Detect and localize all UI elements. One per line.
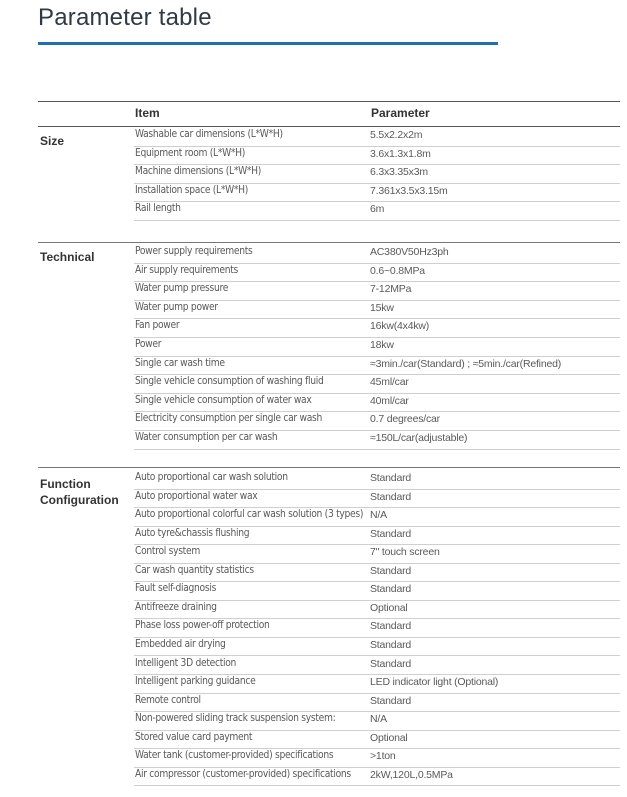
row-item: Water tank (customer-provided) specifications [135,750,334,762]
table-row [134,412,620,431]
row-parameter: Standard [370,694,412,707]
row-item: Fan power [135,320,180,332]
row-parameter: Standard [370,638,412,651]
row-item: Washable car dimensions (L*W*H) [135,129,283,140]
page-title: Parameter table [38,4,212,31]
table-row [134,147,620,166]
row-parameter: N/A [370,713,387,726]
row-item: Machine dimensions (L*W*H) [135,166,262,178]
row-item: Car wash quantity statistics [135,564,254,576]
table-row [134,601,620,620]
row-parameter: 3.6x1.3x1.8m [370,147,431,160]
table-top-rule [38,101,620,102]
table-row [134,545,620,564]
table-row [134,375,620,394]
row-parameter: 7.361x3.5x3.15m [370,184,448,197]
row-parameter: ≈3min./car(Standard) ; ≈5min./car(Refined) [370,357,562,370]
row-parameter: >1ton [370,750,396,763]
row-item: Auto proportional water wax [135,490,258,502]
row-item: Auto proportional car wash solution [135,472,288,483]
row-item: Phase loss power-off protection [135,620,270,632]
row-rule [134,785,620,786]
table-row [134,471,620,490]
table-row [134,128,620,147]
row-parameter: 6.3x3.35x3m [370,166,428,179]
table-row [134,749,620,768]
table-row [134,619,620,638]
row-item: Control system [135,546,200,558]
table-row [134,527,620,546]
row-parameter: ≈150L/car(adjustable) [370,432,468,444]
row-item: Single vehicle consumption of water wax [135,394,312,406]
row-rule [134,220,620,221]
row-parameter: 16kw(4x4kw) [370,320,430,333]
table-row [134,657,620,676]
table-row [134,394,620,413]
section-label: Size [40,134,65,148]
header-item: Item [135,106,160,120]
row-parameter: N/A [370,509,387,522]
row-parameter: Standard [370,564,412,577]
title-underline [38,42,498,45]
row-parameter: LED indicator light (Optional) [370,676,499,689]
table-row [134,319,620,338]
table-row [134,490,620,509]
row-parameter: Standard [370,472,412,484]
row-parameter: 0.7 degrees/car [370,413,440,426]
row-parameter: Optional [370,601,408,614]
row-parameter: Optional [370,731,408,744]
row-item: Electricity consumption per single car wash [135,413,323,425]
row-parameter: 0.6~0.8MPa [370,264,425,277]
table-row [134,768,620,787]
row-parameter: Standard [370,527,412,540]
row-item: Embedded air drying [135,638,226,650]
row-item: Intelligent 3D detection [135,657,237,669]
table-row [134,282,620,301]
row-parameter: 2kW,120L,0.5MPa [370,768,453,781]
row-parameter: Standard [370,490,412,503]
table-row [134,694,620,713]
row-item: Intelligent parking guidance [135,676,256,688]
row-item: Power [135,339,162,350]
table-row [134,582,620,601]
table-row [134,202,620,221]
row-parameter: 7-12MPa [370,283,412,296]
table-row [134,338,620,357]
table-row [134,301,620,320]
row-item: Stored value card payment [135,731,253,743]
table-row [134,564,620,583]
row-parameter: Standard [370,657,412,670]
table-row [134,638,620,657]
row-rule [134,449,620,450]
row-item: Water consumption per car wash [135,432,278,443]
row-item: Auto tyre&chassis flushing [135,527,250,539]
row-item: Auto proportional colorful car wash solution (3 types) [135,509,364,521]
row-item: Air compressor (customer-provided) specifications [135,768,351,780]
row-item: Fault self-diagnosis [135,583,217,595]
row-item: Remote control [135,694,201,706]
row-parameter: Standard [370,583,412,596]
row-parameter: 40ml/car [370,394,409,407]
table-row [134,731,620,750]
section-label: Function Configuration [40,477,119,507]
row-parameter: 18kw [370,339,394,351]
row-item: Installation space (L*W*H) [135,184,249,196]
table-row [134,675,620,694]
row-parameter: 7" touch screen [370,546,440,559]
row-item: Single car wash time [135,357,225,369]
row-parameter: Standard [370,620,412,633]
row-parameter: 15kw [370,301,394,314]
row-item: Equipment room (L*W*H) [135,147,246,159]
section-divider [38,242,620,243]
table-row [134,165,620,184]
row-parameter: AC380V50Hz3ph [370,246,449,258]
table-row [134,357,620,376]
table-row [134,508,620,527]
table-row [134,245,620,264]
row-item: Antifreeze draining [135,601,217,613]
section-label: Technical [40,250,95,264]
row-parameter: 45ml/car [370,376,409,389]
table-row [134,712,620,731]
header-rule [38,126,620,127]
table-row [134,264,620,283]
header-parameter: Parameter [371,106,430,120]
row-parameter: 6m [370,203,385,216]
row-parameter: 5.5x2.2x2m [370,129,423,141]
row-item: Power supply requirements [135,246,253,257]
row-item: Water pump power [135,301,218,313]
row-item: Non-powered sliding track suspension system: [135,713,336,725]
table-row [134,431,620,450]
section-divider [38,467,620,468]
row-item: Single vehicle consumption of washing fluid [135,376,324,388]
row-item: Air supply requirements [135,264,238,276]
table-row [134,184,620,203]
row-item: Water pump pressure [135,283,229,295]
row-item: Rail length [135,203,181,215]
